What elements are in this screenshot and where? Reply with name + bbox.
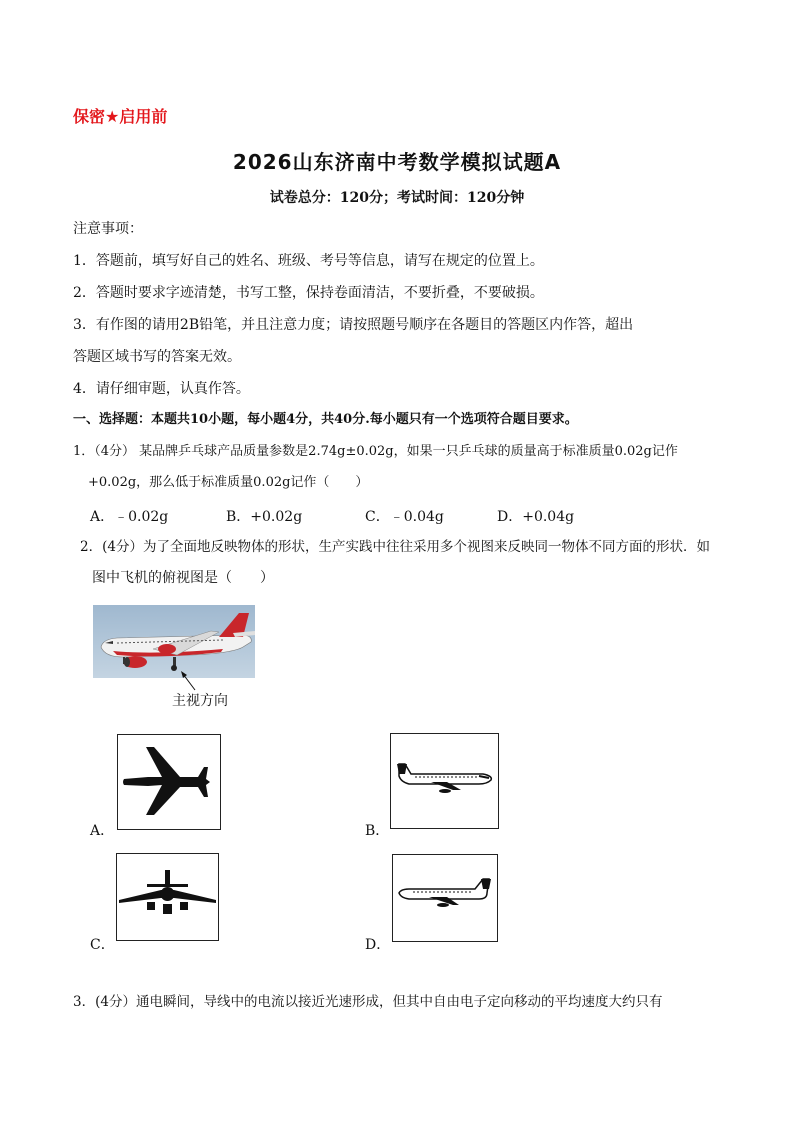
confidential-label: 保密★启用前	[73, 107, 168, 126]
arrow-icon	[175, 670, 205, 692]
airplane-photo	[93, 605, 255, 678]
plane-side-view-icon	[393, 855, 497, 941]
plane-side-view-icon	[391, 734, 498, 828]
section-heading: 一、选择题：本题共10小题，每小题4分，共40分.每小题只有一个选项符合题目要求。	[73, 412, 578, 427]
q2-option-a-letter: A．	[90, 823, 115, 839]
q1-option-a[interactable]: A．﹣0.02g	[90, 509, 169, 525]
note-item: 3．有作图的请用2B铅笔，并且注意力度；请按照题号顺序在各题目的答题区内作答，超出	[73, 317, 634, 333]
notes-heading: 注意事项：	[73, 221, 143, 237]
plane-front-view-icon	[117, 854, 218, 940]
q2-option-d-image[interactable]	[392, 854, 498, 942]
q2-option-c-image[interactable]	[116, 853, 219, 941]
q2-option-c-letter: C．	[90, 937, 115, 953]
exam-title: 2026山东济南中考数学模拟试题A	[232, 150, 562, 174]
question-3-text: 3．(4分）通电瞬间，导线中的电流以接近光速形成，但其中自由电子定向移动的平均速度大约只有	[73, 994, 663, 1010]
q2-option-a-image[interactable]	[117, 734, 221, 830]
q1-option-d[interactable]: D．+0.04g	[497, 509, 575, 525]
plane-top-view-icon	[118, 735, 220, 829]
question-2-text: 2．(4分）为了全面地反映物体的形状，生产实践中往往采用多个视图来反映同一物体不同方面的形状．如	[80, 539, 710, 555]
q2-option-d-letter: D．	[365, 937, 391, 953]
note-item: 4．请仔细审题，认真作答。	[73, 381, 250, 397]
note-item: 1．答题前，填写好自己的姓名、班级、考号等信息，请写在规定的位置上。	[73, 253, 544, 269]
note-item: 答题区域书写的答案无效。	[73, 349, 241, 365]
question-1-text-cont: +0.02g，那么低于标准质量0.02g记作（ ）	[88, 475, 369, 490]
q1-option-b[interactable]: B．+0.02g	[226, 509, 303, 525]
view-direction-caption: 主视方向	[172, 693, 228, 709]
q1-option-c[interactable]: C．﹣0.04g	[365, 509, 444, 525]
q2-option-b-image[interactable]	[390, 733, 499, 829]
note-item: 2．答题时要求字迹清楚，书写工整，保持卷面清洁，不要折叠，不要破损。	[73, 285, 544, 301]
q2-option-b-letter: B．	[365, 823, 390, 839]
exam-subtitle: 试卷总分：120分；考试时间：120分钟	[269, 190, 525, 206]
question-2-text-cont: 图中飞机的俯视图是（ ）	[92, 570, 274, 586]
question-1-text: 1．（4分） 某品牌乒乓球产品质量参数是2.74g±0.02g，如果一只乒乓球的质量高于标准质量0.02g记作	[73, 444, 678, 459]
